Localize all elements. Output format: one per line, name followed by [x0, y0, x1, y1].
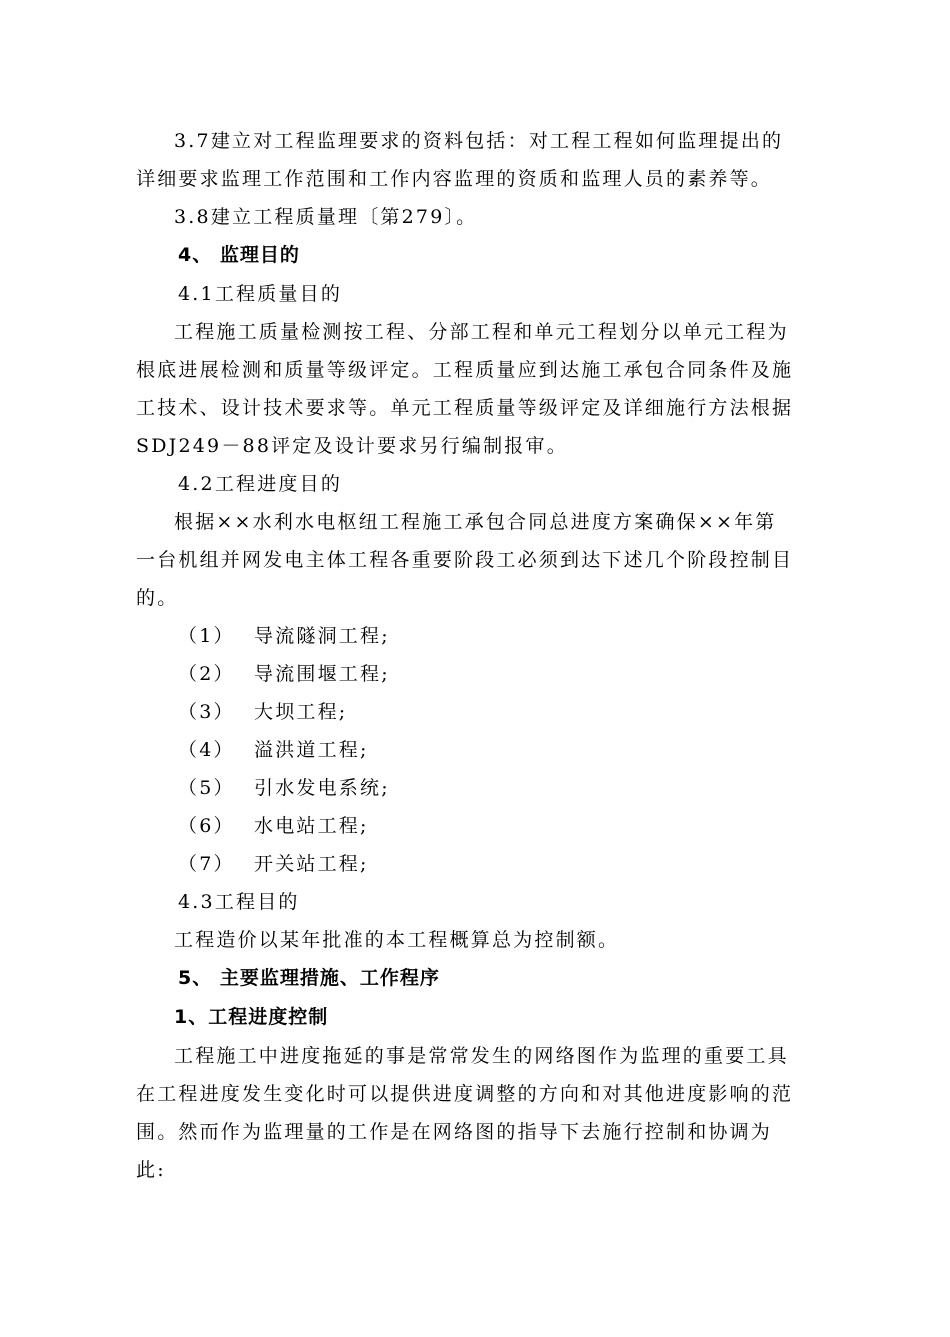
list-item-number: （2） — [178, 663, 235, 685]
paragraph-4-1-line-3: 工技术、设计技术要求等。单元工程质量等级评定及详细施行方法根据 — [136, 397, 794, 419]
list-item — [178, 851, 868, 877]
list-item-text: 溢洪道工程; — [254, 739, 369, 761]
paragraph-4-1-line-4: SDJ249－88评定及设计要求另行编制报审。 — [136, 435, 568, 457]
list-item-text: 水电站工程; — [254, 815, 369, 837]
list-item-number: （4） — [178, 739, 235, 761]
paragraph-5-1-line-3: 围。然而作为监理量的工作是在网络图的指导下去施行控制和协调为 — [136, 1121, 773, 1143]
paragraph-5-1-line-4: 此: — [136, 1159, 166, 1181]
list-item-text: 导流围堰工程; — [254, 663, 390, 685]
paragraph-4-3: 工程造价以某年批准的本工程概算总为控制额。 — [174, 929, 620, 951]
list-item-number: （5） — [178, 777, 235, 799]
list-item-text: 开关站工程; — [254, 853, 369, 875]
paragraph-4-1-line-1: 工程施工质量检测按工程、分部工程和单元工程划分以单元工程为 — [174, 321, 789, 343]
paragraph-4-2-line-2: 一台机组并网发电主体工程各重要阶段工必须到达下述几个阶段控制目 — [136, 549, 794, 571]
list-item-text: 大坝工程; — [254, 701, 348, 723]
list-item — [178, 699, 868, 725]
list-item-number: （3） — [178, 701, 235, 723]
subsection-4-2-heading: 4.2工程进度目的 — [178, 473, 343, 495]
paragraph-4-2-line-1: 根据××水利水电枢纽工程施工承包合同总进度方案确保××年第 — [174, 511, 777, 533]
paragraph-4-1-line-2: 根底进展检测和质量等级评定。工程质量应到达施工承包合同条件及施 — [136, 359, 794, 381]
list-item-text: 引水发电系统; — [254, 777, 390, 799]
subsection-4-1-heading: 4.1工程质量目的 — [178, 283, 343, 305]
list-item — [178, 623, 868, 649]
section-5-heading: 5、 主要监理措施、工作程序 — [178, 967, 440, 989]
list-item — [178, 813, 868, 839]
subsection-4-3-heading: 4.3工程目的 — [178, 891, 300, 913]
paragraph-5-1-line-1: 工程施工中进度拖延的事是常常发生的网络图作为监理的重要工具 — [174, 1045, 789, 1067]
list-item — [178, 661, 868, 687]
paragraph-5-1-line-2: 在工程进度发生变化时可以提供进度调整的方向和对其他进度影响的范 — [136, 1083, 794, 1105]
list-item-number: （7） — [178, 853, 235, 875]
list-item — [178, 775, 868, 801]
list-item — [178, 737, 868, 763]
list-item-text: 导流隧洞工程; — [254, 625, 390, 647]
paragraph-4-2-line-3: 的。 — [136, 587, 179, 609]
subsection-5-1-heading: 1、工程进度控制 — [174, 1006, 329, 1028]
paragraph-3-7-line-2: 详细要求监理工作范围和工作内容监理的资质和监理人员的素养等。 — [136, 168, 773, 190]
paragraph-3-8: 3.8建立工程质量理〔第279〕。 — [174, 206, 478, 228]
paragraph-3-7-line-1: 3.7建立对工程监理要求的资料包括：对工程工程如何监理提出的 — [174, 130, 784, 152]
list-item-number: （1） — [178, 625, 235, 647]
section-4-heading: 4、 监理目的 — [178, 244, 300, 266]
list-item-number: （6） — [178, 815, 235, 837]
